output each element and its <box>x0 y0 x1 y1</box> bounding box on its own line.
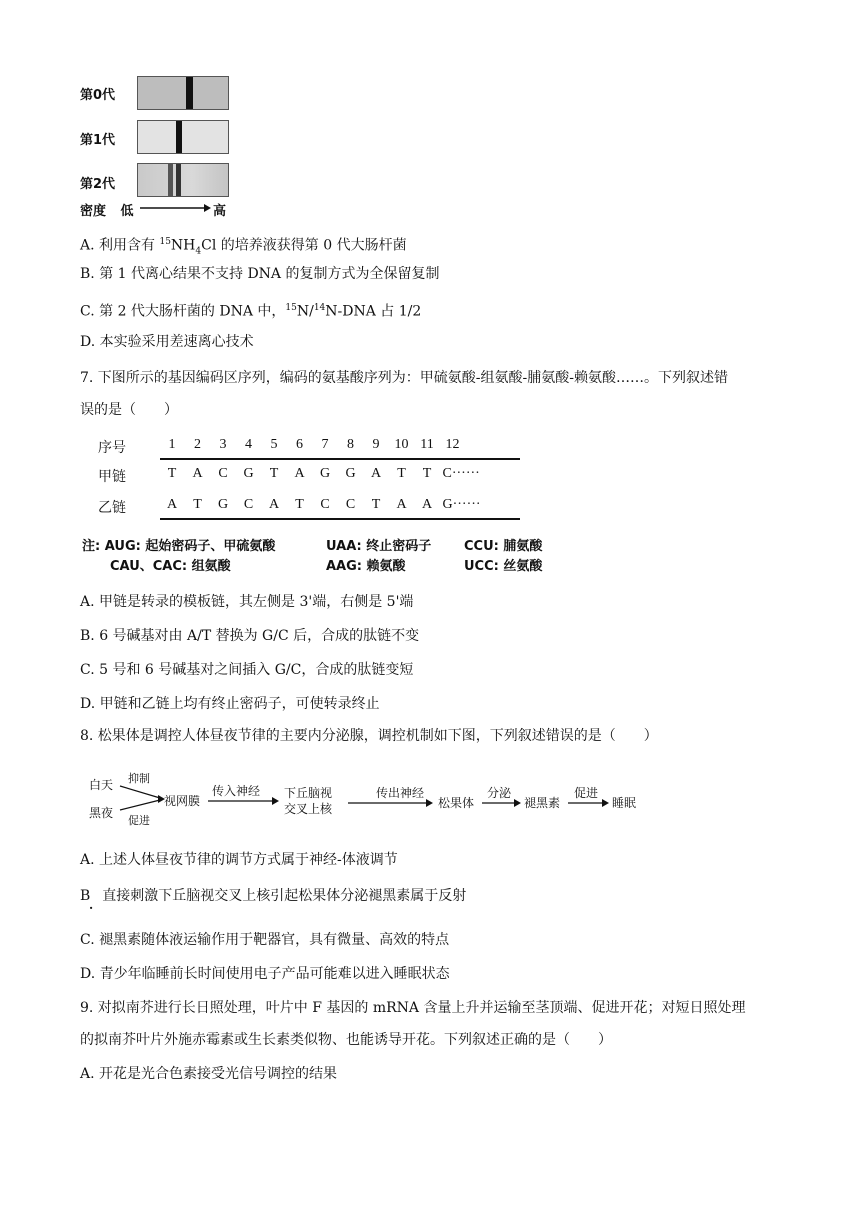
q8-option-c: C. 褪黑素随体液运输作用于靶器官，具有微量、高效的特点 <box>80 932 450 948</box>
q9-stem-line1: 9. 对拟南芥进行长日照处理，叶片中 F 基因的 mRNA 含量上升并运输至茎顶端、促进开花；对短日照处理 <box>80 1000 746 1016</box>
gel-lane-gen2 <box>137 163 229 197</box>
strand-a-base-2: A <box>192 466 203 481</box>
gel-band-hybrid <box>176 121 182 153</box>
strand-b-base-10: A <box>396 497 407 512</box>
strand-a-base-8: G <box>345 466 356 481</box>
flow-promote-1: 促进 <box>128 814 150 827</box>
flow-melatonin: 褪黑素 <box>524 796 561 810</box>
flow-arrow-3-icon <box>482 798 522 808</box>
flow-converge-arrow-icon <box>118 780 166 816</box>
flow-secrete: 分泌 <box>487 786 512 800</box>
q8-stem: 8. 松果体是调控人体昼夜节律的主要内分泌腺，调控机制如下图，下列叙述错误的是（ ） <box>80 728 658 744</box>
strand-b-base-8: C <box>345 497 356 512</box>
strand-a-base-3: C <box>218 466 228 481</box>
strand-a-base-10: T <box>397 466 406 481</box>
strand-b-base-6: T <box>295 497 304 512</box>
q7-option-c: C. 5 号和 6 号碱基对之间插入 G/C，合成的肽链变短 <box>80 662 414 678</box>
gel-band-heavy <box>186 77 193 109</box>
density-low-label: 低 <box>120 204 134 219</box>
strand-b-base-1: A <box>166 497 178 512</box>
seq-number-9: 9 <box>372 437 380 452</box>
gel-label-gen0: 第0代 <box>80 88 116 103</box>
q8-option-d: D. 青少年临睡前长时间使用电子产品可能难以进入睡眠状态 <box>80 966 450 982</box>
strand-a-base-1: T <box>167 466 177 481</box>
strand-b-base-4: C <box>243 497 254 512</box>
seq-number-1: 1 <box>168 437 176 452</box>
q8-option-b: B 直接刺激下丘脑视交叉上核引起松果体分泌褪黑素属于反射 <box>80 888 467 904</box>
q7-stem-line1: 7. 下图所示的基因编码区序列，编码的氨基酸序列为：甲硫氨酸-组氨酸-脯氨酸-赖氨酸……。下列叙述错 <box>80 370 728 386</box>
q6-option-b: B. 第 1 代离心结果不支持 DNA 的复制方式为全保留复制 <box>80 266 440 282</box>
note-uaa: UAA: 终止密码子 <box>326 539 432 554</box>
flow-scn-line1: 下丘脑视 <box>284 786 333 800</box>
gel-label-gen1: 第1代 <box>80 133 116 148</box>
q7-option-d: D. 甲链和乙链上均有终止密码子，可使转录终止 <box>80 696 380 712</box>
strand-b-line <box>160 518 520 520</box>
flow-arrow-1-icon <box>208 796 280 806</box>
note-aag: AAG: 赖氨酸 <box>326 559 406 574</box>
flow-scn-line2: 交叉上核 <box>284 802 333 816</box>
note-ccu: CCU: 脯氨酸 <box>464 539 543 554</box>
seq-number-12: 12 <box>445 437 460 452</box>
seq-number-11: 11 <box>420 437 434 452</box>
flow-day: 白天 <box>89 778 114 792</box>
flow-afferent: 传入神经 <box>212 784 261 798</box>
strand-a-base-9: A <box>370 466 382 481</box>
q7-option-b: B. 6 号碱基对由 A/T 替换为 G/C 后，合成的肽链不变 <box>80 628 420 644</box>
flow-promote-2: 促进 <box>574 786 599 800</box>
seq-number-3: 3 <box>219 437 227 452</box>
q7-stem-line2: 误的是（ ） <box>80 402 178 418</box>
density-axis <box>80 200 134 219</box>
density-arrow-icon <box>140 200 212 216</box>
strand-a-base-6: A <box>294 466 305 481</box>
strand-a-line <box>160 458 520 460</box>
flow-arrow-4-icon <box>568 798 610 808</box>
flow-efferent: 传出神经 <box>376 786 425 800</box>
seq-number-5: 5 <box>270 437 278 452</box>
q6-option-c: C. 第 2 代大肠杆菌的 DNA 中，$^{15}$N/$^{14}$N-DNA 占 1/2 <box>80 303 422 320</box>
seq-number-4: 4 <box>245 437 252 452</box>
seq-header: 序号 <box>98 440 126 456</box>
q9-option-a: A. 开花是光合色素接受光信号调控的结果 <box>80 1066 338 1082</box>
strand-b-base-7: C <box>320 497 330 512</box>
q9-stem-line2: 的拟南芥叶片外施赤霉素或生长素类似物、也能诱导开花。下列叙述正确的是（ ） <box>80 1032 612 1048</box>
flow-retina: 视网膜 <box>164 794 201 808</box>
seq-number-6: 6 <box>296 437 303 452</box>
seq-number-10: 10 <box>394 437 409 452</box>
strand-b-base-11: A <box>421 497 433 512</box>
note-ucc: UCC: 丝氨酸 <box>464 559 543 574</box>
strand-a-base-4: G <box>243 466 254 481</box>
note-cau-cac: CAU、CAC: 组氨酸 <box>110 559 231 574</box>
q6-option-a: A. 利用含有 $^{15}NH_4Cl$ 的培养液获得第 0 代大肠杆菌 <box>80 237 407 257</box>
density-high-label: 高 <box>213 204 227 219</box>
seq-number-8: 8 <box>347 437 354 452</box>
flow-arrow-2-icon <box>348 798 434 808</box>
seq-number-7: 7 <box>321 437 329 452</box>
strand-b-base-12: G······ <box>442 497 481 512</box>
strand-b-base-3: G <box>217 497 229 512</box>
gel-lane-gen1 <box>137 120 229 154</box>
strand-b-label: 乙链 <box>98 500 126 516</box>
flow-pineal: 松果体 <box>438 796 475 810</box>
q8-option-b-dot: . <box>89 898 94 912</box>
q7-option-a: A. 甲链是转录的模板链，其左侧是 3'端，右侧是 5'端 <box>80 594 414 610</box>
q8-option-a: A. 上述人体昼夜节律的调节方式属于神经-体液调节 <box>80 852 398 868</box>
flow-sleep: 睡眠 <box>612 796 637 810</box>
seq-number-2: 2 <box>194 437 201 452</box>
gel-band-hybrid <box>176 164 181 196</box>
strand-a-base-11: T <box>422 466 432 481</box>
strand-a-base-5: T <box>269 466 279 481</box>
strand-b-base-9: T <box>371 497 381 512</box>
flow-inhibit: 抑制 <box>128 772 150 785</box>
strand-a-base-7: G <box>319 466 331 481</box>
strand-a-label: 甲链 <box>98 469 126 485</box>
strand-b-base-5: A <box>268 497 280 512</box>
flow-night: 黑夜 <box>89 806 114 820</box>
density-label: 密度 <box>80 204 107 219</box>
note-aug: 注: AUG: 起始密码子、甲硫氨酸 <box>82 539 276 554</box>
strand-b-base-2: T <box>193 497 202 512</box>
gel-band-light <box>168 164 173 196</box>
strand-a-base-12: C······ <box>442 466 480 481</box>
gel-label-gen2: 第2代 <box>80 177 116 192</box>
gel-lane-gen0 <box>137 76 229 110</box>
q6-option-d: D. 本实验采用差速离心技术 <box>80 334 254 350</box>
